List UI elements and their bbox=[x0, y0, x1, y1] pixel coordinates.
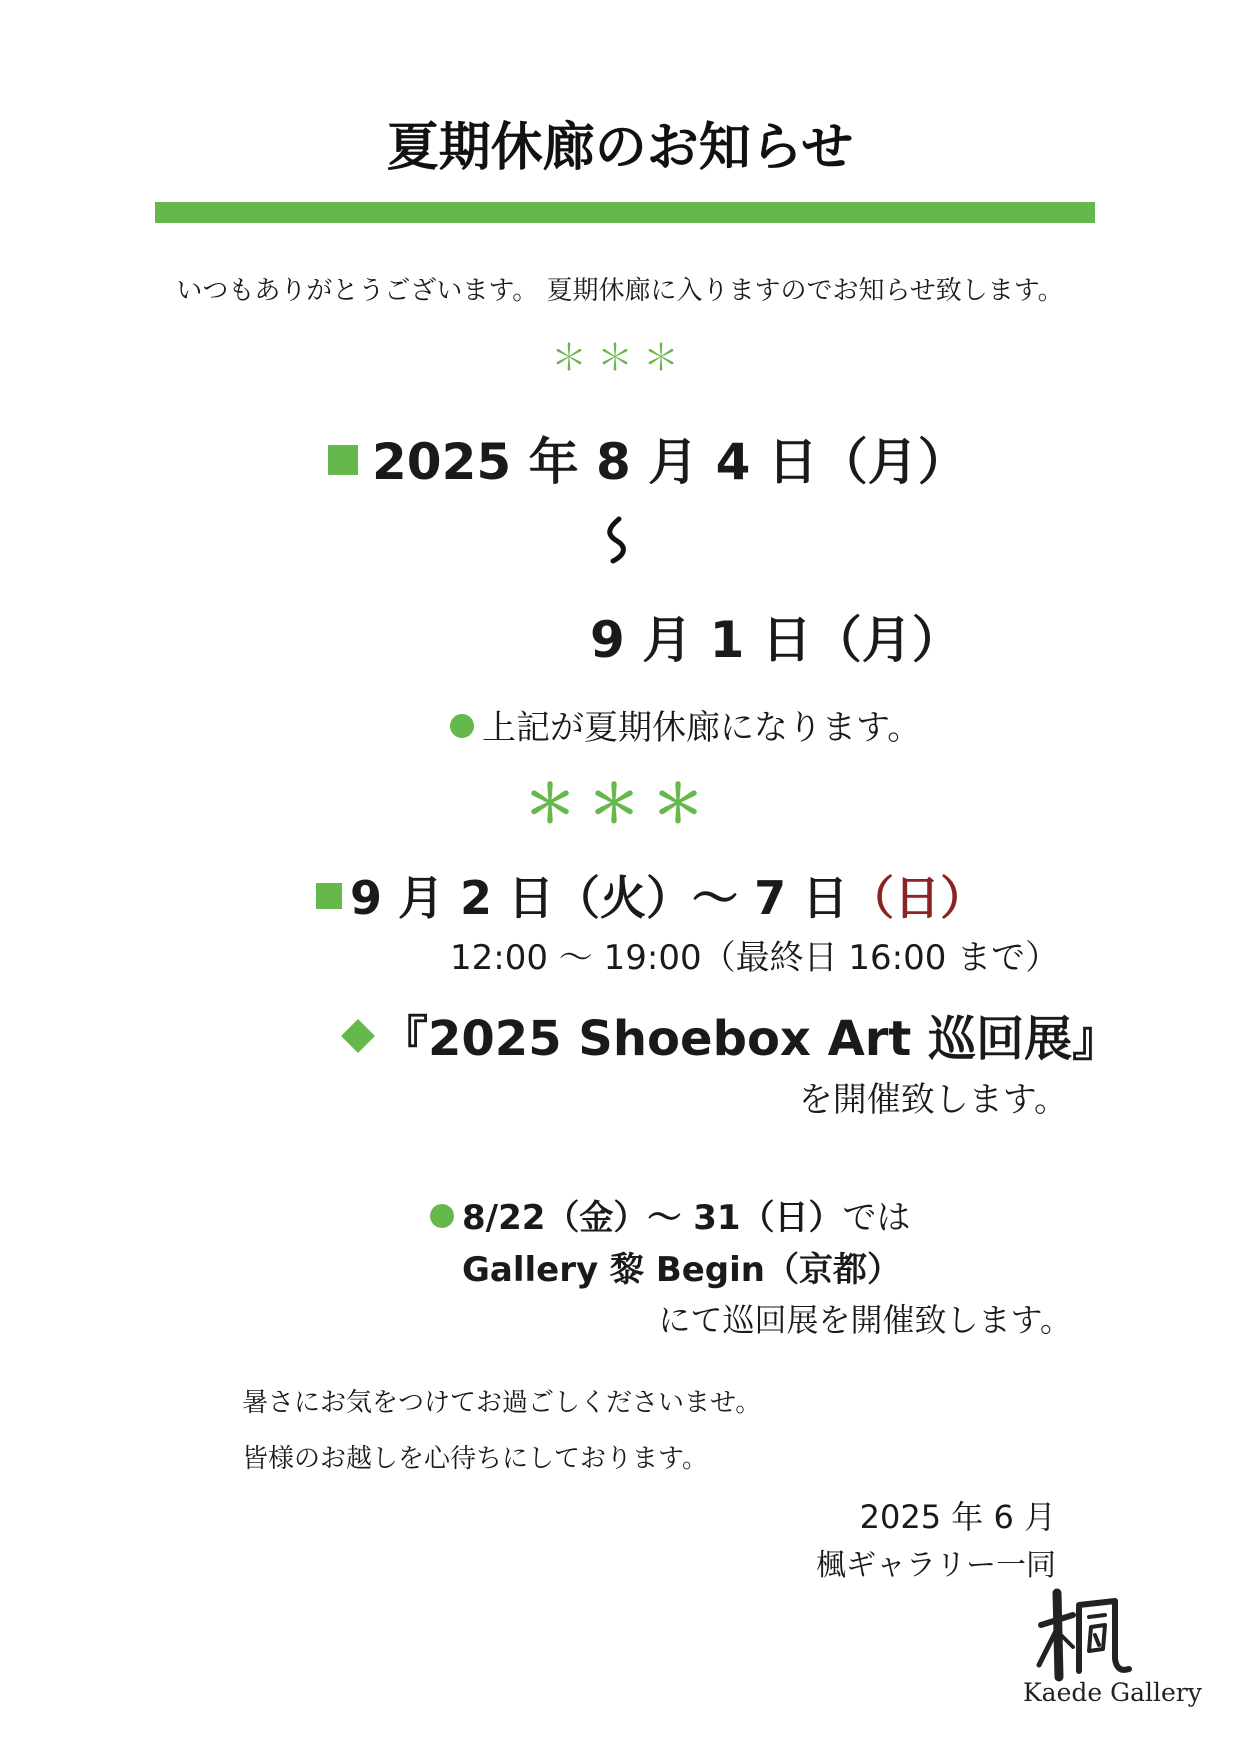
closure-note bbox=[450, 700, 921, 749]
exhibition-name bbox=[338, 1000, 1120, 1069]
logo-wordmark: Kaede Gallery bbox=[1023, 1678, 1202, 1707]
closure-end: 9 月 1 日（月） bbox=[590, 611, 962, 669]
exhibition-dates-sunday: （日） bbox=[848, 871, 987, 925]
exhibition-hours: 12:00 ～ 19:00（最終日 16:00 まで） bbox=[450, 938, 1060, 978]
notice-title: 夏期休廊のお知らせ bbox=[386, 118, 854, 178]
intro-text: いつもありがとうございます。 夏期休廊に入りますのでお知らせ致します。 bbox=[176, 276, 1064, 306]
exhibition-dates-main: 9 月 2 日（火）～ 7 日 bbox=[350, 871, 849, 925]
tour-dates-suffix: では bbox=[842, 1198, 911, 1238]
closing-message-1: 暑さにお気をつけてお過ごしくださいませ。 bbox=[242, 1388, 762, 1418]
tour-venue: Gallery 黎 Begin（京都） bbox=[462, 1250, 901, 1290]
closure-start bbox=[328, 422, 968, 494]
closure-note-text: 上記が夏期休廊になります。 bbox=[482, 708, 922, 748]
signature-name: 楓ギャラリー一同 bbox=[816, 1548, 1056, 1583]
closing-message-2: 皆様のお越しを心待ちにしております。 bbox=[242, 1444, 708, 1474]
asterisk-separator-small: ＊＊＊ bbox=[550, 338, 689, 379]
exhibition-dates bbox=[316, 862, 986, 928]
exhibition-name-text: 『2025 Shoebox Art 巡回展』 bbox=[380, 1011, 1121, 1067]
square-bullet-icon bbox=[328, 445, 358, 475]
closure-start-text: 2025 年 8 月 4 日（月） bbox=[372, 433, 968, 491]
circle-bullet-icon bbox=[430, 1204, 454, 1228]
square-bullet-icon bbox=[316, 883, 342, 909]
exhibition-held: を開催致します。 bbox=[798, 1080, 1068, 1120]
tour-note: にて巡回展を開催致します。 bbox=[658, 1301, 1072, 1339]
asterisk-separator-large: ＊＊＊ bbox=[523, 775, 716, 835]
tour-dates-text: 8/22（金）～ 31（日） bbox=[462, 1198, 843, 1238]
diamond-bullet-icon bbox=[341, 1019, 375, 1053]
green-rule bbox=[155, 202, 1095, 223]
wave-dash-icon bbox=[605, 515, 629, 565]
signature-date: 2025 年 6 月 bbox=[859, 1498, 1056, 1536]
kaede-logo-icon bbox=[1033, 1585, 1133, 1685]
tour-dates bbox=[430, 1190, 911, 1239]
circle-bullet-icon bbox=[450, 714, 474, 738]
